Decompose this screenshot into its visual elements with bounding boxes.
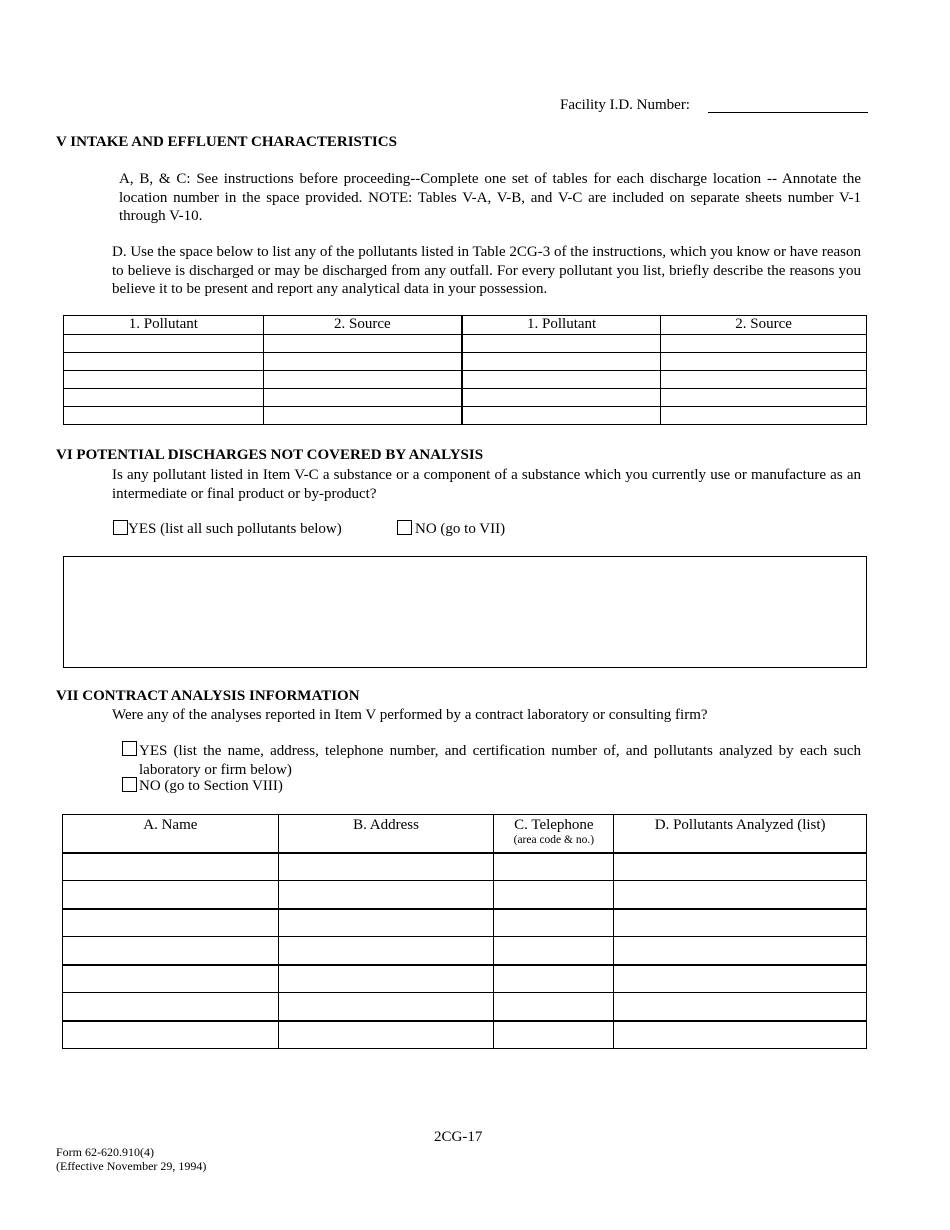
- source-header: 2. Source: [263, 316, 462, 335]
- table-row: [63, 965, 867, 993]
- telephone-header-sub: (area code & no.): [513, 834, 595, 846]
- table-row: [63, 937, 867, 965]
- table-row: [63, 993, 867, 1021]
- table-cell[interactable]: [63, 881, 279, 909]
- table-cell[interactable]: [614, 993, 867, 1021]
- table-cell[interactable]: [661, 389, 867, 407]
- table-row: [64, 353, 867, 371]
- no-label: NO (go to VII): [415, 521, 506, 537]
- table-cell[interactable]: [278, 853, 494, 881]
- table-cell[interactable]: [278, 965, 494, 993]
- section-v-d-text: D. Use the space below to list any of the pollutants listed in Table 2CG-3 of the instructions, which you know or have reason to believe is discharged or may be discharged from any outfall. For every pollutant you list, briefly describe the reasons you believe it to be present and report any analytical data in your possession.: [112, 244, 861, 297]
- table-cell[interactable]: [64, 353, 264, 371]
- table-cell[interactable]: [263, 389, 462, 407]
- table-cell[interactable]: [614, 1021, 867, 1049]
- table-cell[interactable]: [263, 353, 462, 371]
- table-cell[interactable]: [278, 909, 494, 937]
- section-vi-question: Is any pollutant listed in Item V-C a substance or a component of a substance which you currently use or manufacture as an intermediate or final product or by-product?: [112, 467, 861, 502]
- table-cell[interactable]: [494, 853, 614, 881]
- table-cell[interactable]: [462, 407, 661, 425]
- table-row: [63, 881, 867, 909]
- table-cell[interactable]: [614, 853, 867, 881]
- section-vi-no-option[interactable]: [397, 520, 505, 538]
- facility-id-label: Facility I.D. Number:: [560, 97, 690, 113]
- yes-checkbox[interactable]: [122, 741, 137, 759]
- table-cell[interactable]: [63, 937, 279, 965]
- pollutant-header: 1. Pollutant: [64, 316, 264, 335]
- table-cell[interactable]: [263, 407, 462, 425]
- contract-lab-table: [62, 814, 867, 1049]
- yes-label: YES (list all such pollutants below): [128, 521, 342, 537]
- section-v-title: V INTAKE AND EFFLUENT CHARACTERISTICS: [56, 134, 397, 150]
- table-cell[interactable]: [278, 881, 494, 909]
- table-cell[interactable]: [661, 407, 867, 425]
- no-checkbox[interactable]: [397, 520, 412, 535]
- effective-date: (Effective November 29, 1994): [56, 1159, 207, 1173]
- table-cell[interactable]: [614, 965, 867, 993]
- table-cell[interactable]: [263, 371, 462, 389]
- table-cell[interactable]: [494, 909, 614, 937]
- table-cell[interactable]: [661, 335, 867, 353]
- section-vii-title: VII CONTRACT ANALYSIS INFORMATION: [56, 688, 360, 704]
- table-cell[interactable]: [494, 937, 614, 965]
- table-cell[interactable]: [462, 335, 661, 353]
- table-cell[interactable]: [63, 1021, 279, 1049]
- table-cell[interactable]: [63, 965, 279, 993]
- table-cell[interactable]: [614, 909, 867, 937]
- table-row: [63, 1021, 867, 1049]
- table-cell[interactable]: [63, 853, 279, 881]
- table-row: [64, 407, 867, 425]
- table-row: [63, 853, 867, 881]
- address-header: B. Address: [278, 815, 494, 853]
- table-cell[interactable]: [63, 993, 279, 1021]
- table-row: [64, 335, 867, 353]
- checkbox-box[interactable]: [122, 777, 137, 792]
- table-cell[interactable]: [494, 881, 614, 909]
- form-number: Form 62-620.910(4): [56, 1145, 154, 1159]
- table-cell[interactable]: [64, 335, 264, 353]
- table-row: [64, 371, 867, 389]
- table-cell[interactable]: [661, 353, 867, 371]
- section-v-abc-text: A, B, & C: See instructions before proceeding--Complete one set of tables for each discharge location -- Annotate the location number in the space provided. NOTE: Tables V-A, V-B, and V-C are included on separate sheets number V-1 through V-10.: [119, 171, 861, 224]
- pollutant-source-table: [63, 315, 867, 425]
- table-cell[interactable]: [63, 909, 279, 937]
- table-cell[interactable]: [494, 1021, 614, 1049]
- pollutant-header: 1. Pollutant: [462, 316, 661, 335]
- table-cell[interactable]: [278, 937, 494, 965]
- table-cell[interactable]: [263, 335, 462, 353]
- pollutants-list-box[interactable]: [63, 556, 867, 668]
- table-cell[interactable]: [278, 993, 494, 1021]
- yes-checkbox[interactable]: [113, 520, 128, 535]
- table-cell[interactable]: [64, 371, 264, 389]
- name-header: A. Name: [63, 815, 279, 853]
- no-checkbox[interactable]: [122, 777, 137, 795]
- section-vi-title: VI POTENTIAL DISCHARGES NOT COVERED BY ANALYSIS: [56, 447, 484, 463]
- table-row: [63, 909, 867, 937]
- table-cell[interactable]: [462, 371, 661, 389]
- table-cell[interactable]: [64, 389, 264, 407]
- table-cell[interactable]: [494, 993, 614, 1021]
- table-cell[interactable]: [278, 1021, 494, 1049]
- telephone-header: [494, 815, 614, 853]
- section-vii-no-label: NO (go to Section VIII): [139, 778, 283, 794]
- table-cell[interactable]: [462, 389, 661, 407]
- section-vii-question: Were any of the analyses reported in Item V performed by a contract laboratory or consulting firm?: [112, 707, 708, 723]
- page-number: 2CG-17: [434, 1129, 483, 1145]
- table-cell[interactable]: [614, 937, 867, 965]
- facility-id-field[interactable]: [708, 112, 868, 113]
- section-vi-yes-option[interactable]: [113, 520, 342, 538]
- table-row: [64, 389, 867, 407]
- table-cell[interactable]: [661, 371, 867, 389]
- table-cell[interactable]: [64, 407, 264, 425]
- section-vii-yes-label: YES (list the name, address, telephone number, and certification number of, and pollutants analyzed by each such laboratory or firm below): [139, 743, 861, 778]
- table-cell[interactable]: [494, 965, 614, 993]
- source-header: 2. Source: [661, 316, 867, 335]
- telephone-header-label: C. Telephone: [514, 817, 594, 833]
- pollutants-analyzed-header: D. Pollutants Analyzed (list): [614, 815, 867, 853]
- table-cell[interactable]: [614, 881, 867, 909]
- table-cell[interactable]: [462, 353, 661, 371]
- checkbox-box[interactable]: [122, 741, 137, 756]
